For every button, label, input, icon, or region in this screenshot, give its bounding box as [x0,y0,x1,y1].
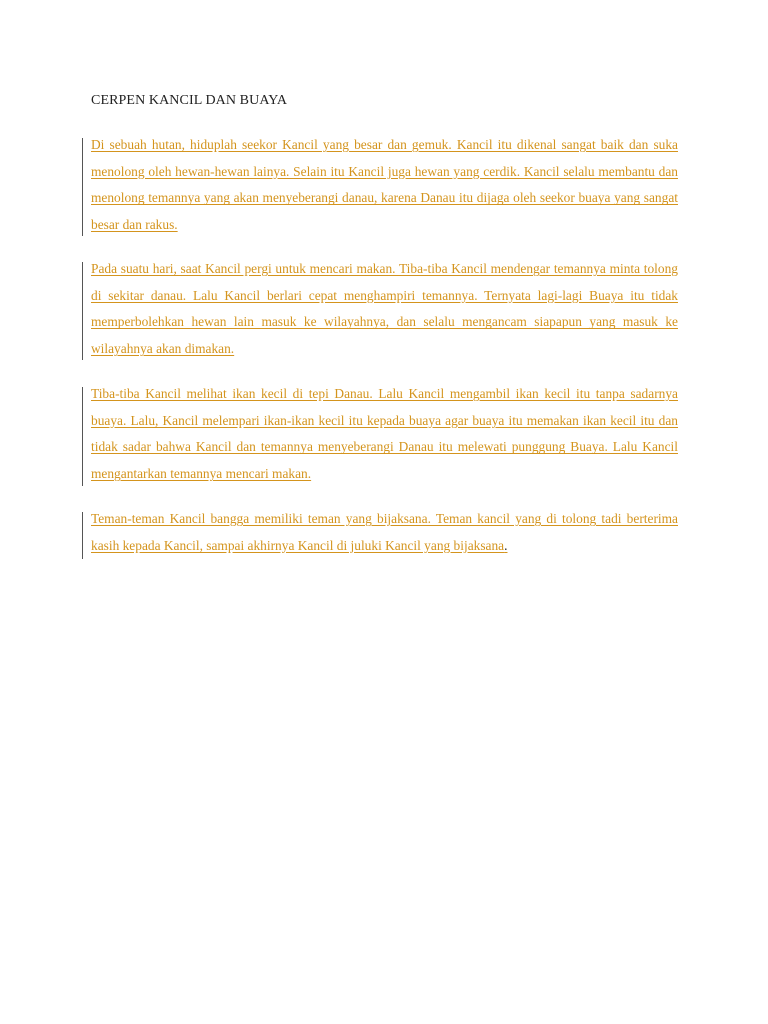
paragraph-1 [82,138,678,236]
paragraph-4-trail: . [504,537,508,553]
paragraph-2 [82,262,678,360]
paragraph-1-text[interactable]: Di sebuah hutan, hiduplah seekor Kancil yang besar dan gemuk. Kancil itu dikenal sangat baik dan suka menolong oleh hewan-hewan lainya. Selain itu Kancil juga hewan yang cerdik. Kancil selalu membantu dan menolong temannya yang akan menyeberangi danau, karena Danau itu dijaga oleh seekor buaya yang sangat besar dan rakus. [91,137,678,233]
paragraph-4-text[interactable]: Teman-teman Kancil bangga memiliki teman yang bijaksana. Teman kancil yang di tolong tadi berterima kasih kepada Kancil, sampai akhirnya Kancil di juluki Kancil yang bijaksana [91,511,678,553]
paragraph-3 [82,387,678,486]
paragraph-2-text[interactable]: Pada suatu hari, saat Kancil pergi untuk mencari makan. Tiba-tiba Kancil mendengar temannya minta tolong di sekitar danau. Lalu Kancil berlari cepat menghampiri temannya. Ternyata lagi-lagi Buaya itu tidak memperbolehkan hewan lain masuk ke wilayahnya, dan selalu mengancam siapapun yang masuk ke wilayahnya akan dimakan. [91,261,678,357]
paragraph-4 [82,512,678,559]
paragraph-3-text[interactable]: Tiba-tiba Kancil melihat ikan kecil di tepi Danau. Lalu Kancil mengambil ikan kecil itu tanpa sadarnya buaya. Lalu, Kancil melempari ikan-ikan kecil itu kepada buaya agar buaya itu memakan ikan kecil itu dan tidak sadar bahwa Kancil dan temannya menyeberangi Danau itu melewati punggung Buaya. Lalu Kancil mengantarkan temannya mencari makan. [91,386,678,482]
document-title: CERPEN KANCIL DAN BUAYA [91,93,288,108]
